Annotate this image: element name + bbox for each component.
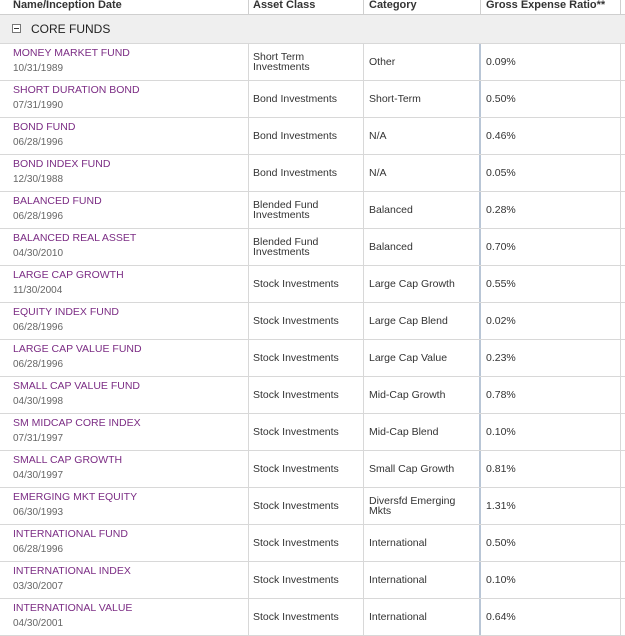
category-cell: [369, 377, 479, 413]
asset-class: [253, 44, 361, 80]
expense-ratio: [486, 451, 616, 487]
expense-ratio: [486, 599, 616, 635]
inception-date: 07/31/1997: [13, 433, 64, 444]
fund-name-link[interactable]: BALANCED REAL ASSET: [13, 232, 137, 244]
table-row: [0, 81, 625, 118]
table-row: [0, 118, 625, 155]
expense-ratio-cell: [486, 229, 616, 265]
expense-ratio-text: 0.50%: [486, 93, 516, 105]
header-divider: [480, 0, 481, 14]
column-divider: [363, 451, 364, 487]
expense-ratio-text: 0.23%: [486, 352, 516, 364]
table-row: [0, 155, 625, 192]
fund-name-link[interactable]: BALANCED FUND: [13, 195, 102, 207]
category-cell: [369, 488, 479, 524]
column-divider: [248, 155, 249, 191]
table-row: [0, 266, 625, 303]
expense-ratio: [486, 44, 616, 80]
column-divider: [363, 118, 364, 154]
fund-name-link[interactable]: MONEY MARKET FUND: [13, 47, 130, 59]
category: [369, 488, 479, 524]
column-divider: [363, 229, 364, 265]
header-category[interactable]: Category: [369, 0, 417, 11]
fund-name-cell: [13, 488, 247, 524]
fund-name-link[interactable]: BOND FUND: [13, 121, 76, 133]
inception-date: 04/30/1998: [13, 396, 64, 407]
column-divider: [479, 451, 481, 487]
category-text: N/A: [369, 130, 387, 142]
table-row: [0, 525, 625, 562]
expense-ratio-cell: [486, 377, 616, 413]
column-divider: [363, 340, 364, 376]
expense-ratio-text: 0.78%: [486, 389, 516, 401]
category-cell: [369, 192, 479, 228]
expense-ratio: [486, 340, 616, 376]
expense-ratio-cell: [486, 340, 616, 376]
expense-ratio: [486, 414, 616, 450]
asset-class-cell: [253, 192, 361, 228]
column-divider: [479, 229, 481, 265]
header-divider: [248, 0, 249, 14]
expense-ratio: [486, 266, 616, 302]
expense-ratio-text: 0.10%: [486, 574, 516, 586]
column-divider: [248, 340, 249, 376]
asset-class: [253, 340, 361, 376]
category-cell: [369, 118, 479, 154]
column-divider: [479, 155, 481, 191]
table-row: [0, 599, 625, 636]
category-cell: [369, 414, 479, 450]
fund-name-link[interactable]: SMALL CAP GROWTH: [13, 454, 123, 466]
column-divider: [479, 414, 481, 450]
expense-ratio-text: 0.46%: [486, 130, 516, 142]
asset-class: [253, 451, 361, 487]
inception-date: 06/28/1996: [13, 359, 64, 370]
fund-name-link[interactable]: EQUITY INDEX FUND: [13, 306, 119, 318]
category: [369, 599, 479, 635]
category-text: Mid-Cap Growth: [369, 389, 446, 401]
asset-class-cell: [253, 118, 361, 154]
column-divider: [479, 303, 481, 339]
expense-ratio-cell: [486, 303, 616, 339]
expense-ratio: [486, 488, 616, 524]
asset-class-text: Stock Investments: [253, 389, 339, 401]
asset-class-cell: [253, 562, 361, 598]
fund-name-link[interactable]: INTERNATIONAL VALUE: [13, 602, 133, 614]
asset-class-text: Blended Fund Investments: [253, 236, 319, 258]
asset-class: [253, 525, 361, 561]
column-divider: [479, 562, 481, 598]
column-divider: [620, 303, 621, 339]
asset-class-text: Stock Investments: [253, 574, 339, 586]
column-divider: [248, 44, 249, 80]
asset-class-cell: [253, 488, 361, 524]
category-cell: [369, 340, 479, 376]
asset-class-text: Stock Investments: [253, 426, 339, 438]
inception-date: 06/30/1993: [13, 507, 64, 518]
asset-class-text: Bond Investments: [253, 167, 338, 179]
asset-class-text: Stock Investments: [253, 352, 339, 364]
column-divider: [620, 81, 621, 117]
category-text: Other: [369, 56, 396, 68]
column-divider: [363, 599, 364, 635]
category-text: N/A: [369, 167, 387, 179]
column-divider: [620, 488, 621, 524]
fund-name-cell: [13, 377, 247, 413]
column-divider: [363, 525, 364, 561]
asset-class-text: Stock Investments: [253, 611, 339, 623]
expense-ratio-text: 0.10%: [486, 426, 516, 438]
fund-name-cell: [13, 266, 247, 302]
category: [369, 525, 479, 561]
table-row: [0, 340, 625, 377]
category-cell: [369, 562, 479, 598]
column-divider: [363, 155, 364, 191]
inception-date: 06/28/1996: [13, 544, 64, 555]
column-divider: [620, 562, 621, 598]
category: [369, 451, 479, 487]
expense-ratio-text: 1.31%: [486, 500, 516, 512]
expense-ratio-cell: [486, 451, 616, 487]
column-divider: [620, 192, 621, 228]
category: [369, 155, 479, 191]
fund-name-link[interactable]: LARGE CAP VALUE FUND: [13, 343, 142, 355]
expense-ratio-cell: [486, 599, 616, 635]
table-row: [0, 451, 625, 488]
column-divider: [248, 414, 249, 450]
category-text: Mid-Cap Blend: [369, 426, 439, 438]
asset-class: [253, 81, 361, 117]
asset-class: [253, 303, 361, 339]
column-divider: [620, 451, 621, 487]
header-asset-class[interactable]: Asset Class: [253, 0, 316, 11]
asset-class-text: Stock Investments: [253, 463, 339, 475]
collapse-icon[interactable]: [12, 24, 21, 33]
column-divider: [620, 599, 621, 635]
fund-name-link[interactable]: INTERNATIONAL FUND: [13, 528, 128, 540]
asset-class-text: Stock Investments: [253, 315, 339, 327]
fund-name-cell: [13, 44, 247, 80]
fund-name-link[interactable]: BOND INDEX FUND: [13, 158, 111, 170]
fund-name-cell: [13, 81, 247, 117]
category-cell: [369, 81, 479, 117]
category-text: International: [369, 537, 427, 549]
column-divider: [620, 118, 621, 154]
category: [369, 340, 479, 376]
column-divider: [248, 229, 249, 265]
column-divider: [248, 81, 249, 117]
column-divider: [363, 266, 364, 302]
expense-ratio-text: 0.50%: [486, 537, 516, 549]
category-cell: [369, 229, 479, 265]
expense-ratio: [486, 562, 616, 598]
column-divider: [248, 266, 249, 302]
table-row: [0, 44, 625, 81]
inception-date: 06/28/1996: [13, 211, 64, 222]
section-core-funds: [0, 15, 625, 44]
fund-name-link[interactable]: SHORT DURATION BOND: [13, 84, 140, 96]
expense-ratio-cell: [486, 155, 616, 191]
expense-ratio: [486, 377, 616, 413]
column-divider: [248, 562, 249, 598]
section-label: CORE FUNDS: [31, 22, 111, 36]
expense-ratio: [486, 525, 616, 561]
header-name[interactable]: Name/Inception Date: [13, 0, 122, 11]
column-divider: [620, 155, 621, 191]
table-row: [0, 303, 625, 340]
column-divider: [479, 340, 481, 376]
column-divider: [479, 266, 481, 302]
column-divider: [479, 118, 481, 154]
expense-ratio-cell: [486, 414, 616, 450]
inception-date: 07/31/1990: [13, 100, 64, 111]
category-cell: [369, 303, 479, 339]
asset-class-text: Stock Investments: [253, 500, 339, 512]
category: [369, 414, 479, 450]
category: [369, 192, 479, 228]
expense-ratio: [486, 229, 616, 265]
expense-ratio-text: 0.55%: [486, 278, 516, 290]
column-divider: [620, 340, 621, 376]
category-text: Small Cap Growth: [369, 463, 455, 475]
fund-name-cell: [13, 599, 247, 635]
fund-name-cell: [13, 414, 247, 450]
asset-class-cell: [253, 81, 361, 117]
expense-ratio-cell: [486, 562, 616, 598]
asset-class-text: Blended Fund Investments: [253, 199, 319, 221]
header-gross-expense-ratio[interactable]: Gross Expense Ratio**: [486, 0, 606, 11]
header-divider: [363, 0, 364, 14]
header-divider: [620, 0, 621, 14]
fund-name-link[interactable]: LARGE CAP GROWTH: [13, 269, 124, 281]
asset-class-cell: [253, 414, 361, 450]
column-divider: [479, 81, 481, 117]
category: [369, 303, 479, 339]
category-cell: [369, 44, 479, 80]
expense-ratio-text: 0.81%: [486, 463, 516, 475]
asset-class-cell: [253, 303, 361, 339]
expense-ratio-cell: [486, 488, 616, 524]
column-divider: [620, 377, 621, 413]
expense-ratio-cell: [486, 118, 616, 154]
fund-name-link[interactable]: SMALL CAP VALUE FUND: [13, 380, 141, 392]
expense-ratio: [486, 155, 616, 191]
category-text: Balanced: [369, 204, 413, 216]
column-divider: [248, 303, 249, 339]
asset-class-cell: [253, 525, 361, 561]
column-divider: [620, 266, 621, 302]
column-divider: [248, 192, 249, 228]
asset-class: [253, 229, 361, 265]
column-divider: [479, 525, 481, 561]
asset-class-cell: [253, 340, 361, 376]
asset-class-cell: [253, 229, 361, 265]
inception-date: 04/30/1997: [13, 470, 64, 481]
category-text: Balanced: [369, 241, 413, 253]
category-text: Large Cap Value: [369, 352, 448, 364]
category-cell: [369, 599, 479, 635]
category: [369, 266, 479, 302]
expense-ratio-cell: [486, 266, 616, 302]
expense-ratio: [486, 81, 616, 117]
category-cell: [369, 525, 479, 561]
expense-ratio-text: 0.70%: [486, 241, 516, 253]
expense-ratio-text: 0.05%: [486, 167, 516, 179]
expense-ratio-text: 0.64%: [486, 611, 516, 623]
column-divider: [363, 44, 364, 80]
fund-name-cell: [13, 192, 247, 228]
fund-name-cell: [13, 229, 247, 265]
expense-ratio: [486, 192, 616, 228]
asset-class: [253, 562, 361, 598]
category: [369, 229, 479, 265]
column-divider: [248, 377, 249, 413]
category: [369, 118, 479, 154]
category-text: Large Cap Blend: [369, 315, 448, 327]
fund-name-cell: [13, 118, 247, 154]
category-text: Short-Term: [369, 93, 421, 105]
column-divider: [479, 377, 481, 413]
category-text: Large Cap Growth: [369, 278, 455, 290]
category-text: International: [369, 611, 427, 623]
column-divider: [363, 81, 364, 117]
fund-name-link[interactable]: INTERNATIONAL INDEX: [13, 565, 131, 577]
category-cell: [369, 155, 479, 191]
asset-class-cell: [253, 599, 361, 635]
asset-class: [253, 155, 361, 191]
category: [369, 81, 479, 117]
asset-class: [253, 377, 361, 413]
column-divider: [363, 488, 364, 524]
asset-class: [253, 118, 361, 154]
asset-class: [253, 266, 361, 302]
asset-class-text: Short Term Investments: [253, 51, 310, 73]
fund-name-cell: [13, 303, 247, 339]
column-divider: [479, 488, 481, 524]
expense-ratio-text: 0.28%: [486, 204, 516, 216]
asset-class-text: Bond Investments: [253, 130, 338, 142]
table-row: [0, 488, 625, 525]
asset-class: [253, 414, 361, 450]
fund-name-cell: [13, 340, 247, 376]
expense-ratio-text: 0.02%: [486, 315, 516, 327]
category: [369, 562, 479, 598]
column-divider: [363, 192, 364, 228]
asset-class-text: Stock Investments: [253, 537, 339, 549]
fund-rows: [0, 44, 625, 636]
inception-date: 04/30/2001: [13, 618, 64, 629]
expense-ratio-text: 0.09%: [486, 56, 516, 68]
category-cell: [369, 266, 479, 302]
fund-name-cell: [13, 155, 247, 191]
table-row: [0, 562, 625, 599]
inception-date: 03/30/2007: [13, 581, 64, 592]
fund-name-link[interactable]: SM MIDCAP CORE INDEX: [13, 417, 141, 429]
column-divider: [363, 377, 364, 413]
category: [369, 377, 479, 413]
asset-class: [253, 599, 361, 635]
table-row: [0, 414, 625, 451]
column-divider: [479, 44, 481, 80]
asset-class-text: Bond Investments: [253, 93, 338, 105]
asset-class-cell: [253, 155, 361, 191]
column-divider: [479, 192, 481, 228]
fund-name-cell: [13, 525, 247, 561]
column-divider: [620, 44, 621, 80]
category-text: International: [369, 574, 427, 586]
expense-ratio: [486, 303, 616, 339]
column-divider: [479, 599, 481, 635]
expense-ratio-cell: [486, 81, 616, 117]
table-row: [0, 229, 625, 266]
expense-ratio-cell: [486, 192, 616, 228]
column-divider: [363, 303, 364, 339]
asset-class: [253, 488, 361, 524]
table-row: [0, 377, 625, 414]
asset-class-cell: [253, 377, 361, 413]
category: [369, 44, 479, 80]
inception-date: 04/30/2010: [13, 248, 64, 259]
column-divider: [248, 118, 249, 154]
expense-ratio-cell: [486, 44, 616, 80]
column-divider: [248, 488, 249, 524]
column-divider: [620, 229, 621, 265]
column-divider: [620, 525, 621, 561]
column-divider: [248, 525, 249, 561]
asset-class-text: Stock Investments: [253, 278, 339, 290]
asset-class-cell: [253, 451, 361, 487]
fund-name-link[interactable]: EMERGING MKT EQUITY: [13, 491, 138, 503]
expense-ratio: [486, 118, 616, 154]
column-divider: [248, 451, 249, 487]
category-cell: [369, 451, 479, 487]
column-divider: [363, 414, 364, 450]
inception-date: 12/30/1988: [13, 174, 64, 185]
inception-date: 06/28/1996: [13, 137, 64, 148]
asset-class: [253, 192, 361, 228]
asset-class-cell: [253, 266, 361, 302]
table-row: [0, 192, 625, 229]
column-divider: [620, 414, 621, 450]
fund-name-cell: [13, 451, 247, 487]
inception-date: 11/30/2004: [13, 285, 63, 296]
column-divider: [248, 599, 249, 635]
expense-ratio-cell: [486, 525, 616, 561]
category-text: Diversfd Emerging Mkts: [369, 495, 456, 517]
inception-date: 10/31/1989: [13, 63, 64, 74]
inception-date: 06/28/1996: [13, 322, 64, 333]
column-divider: [363, 562, 364, 598]
fund-name-cell: [13, 562, 247, 598]
table-header: [0, 0, 625, 15]
asset-class-cell: [253, 44, 361, 80]
